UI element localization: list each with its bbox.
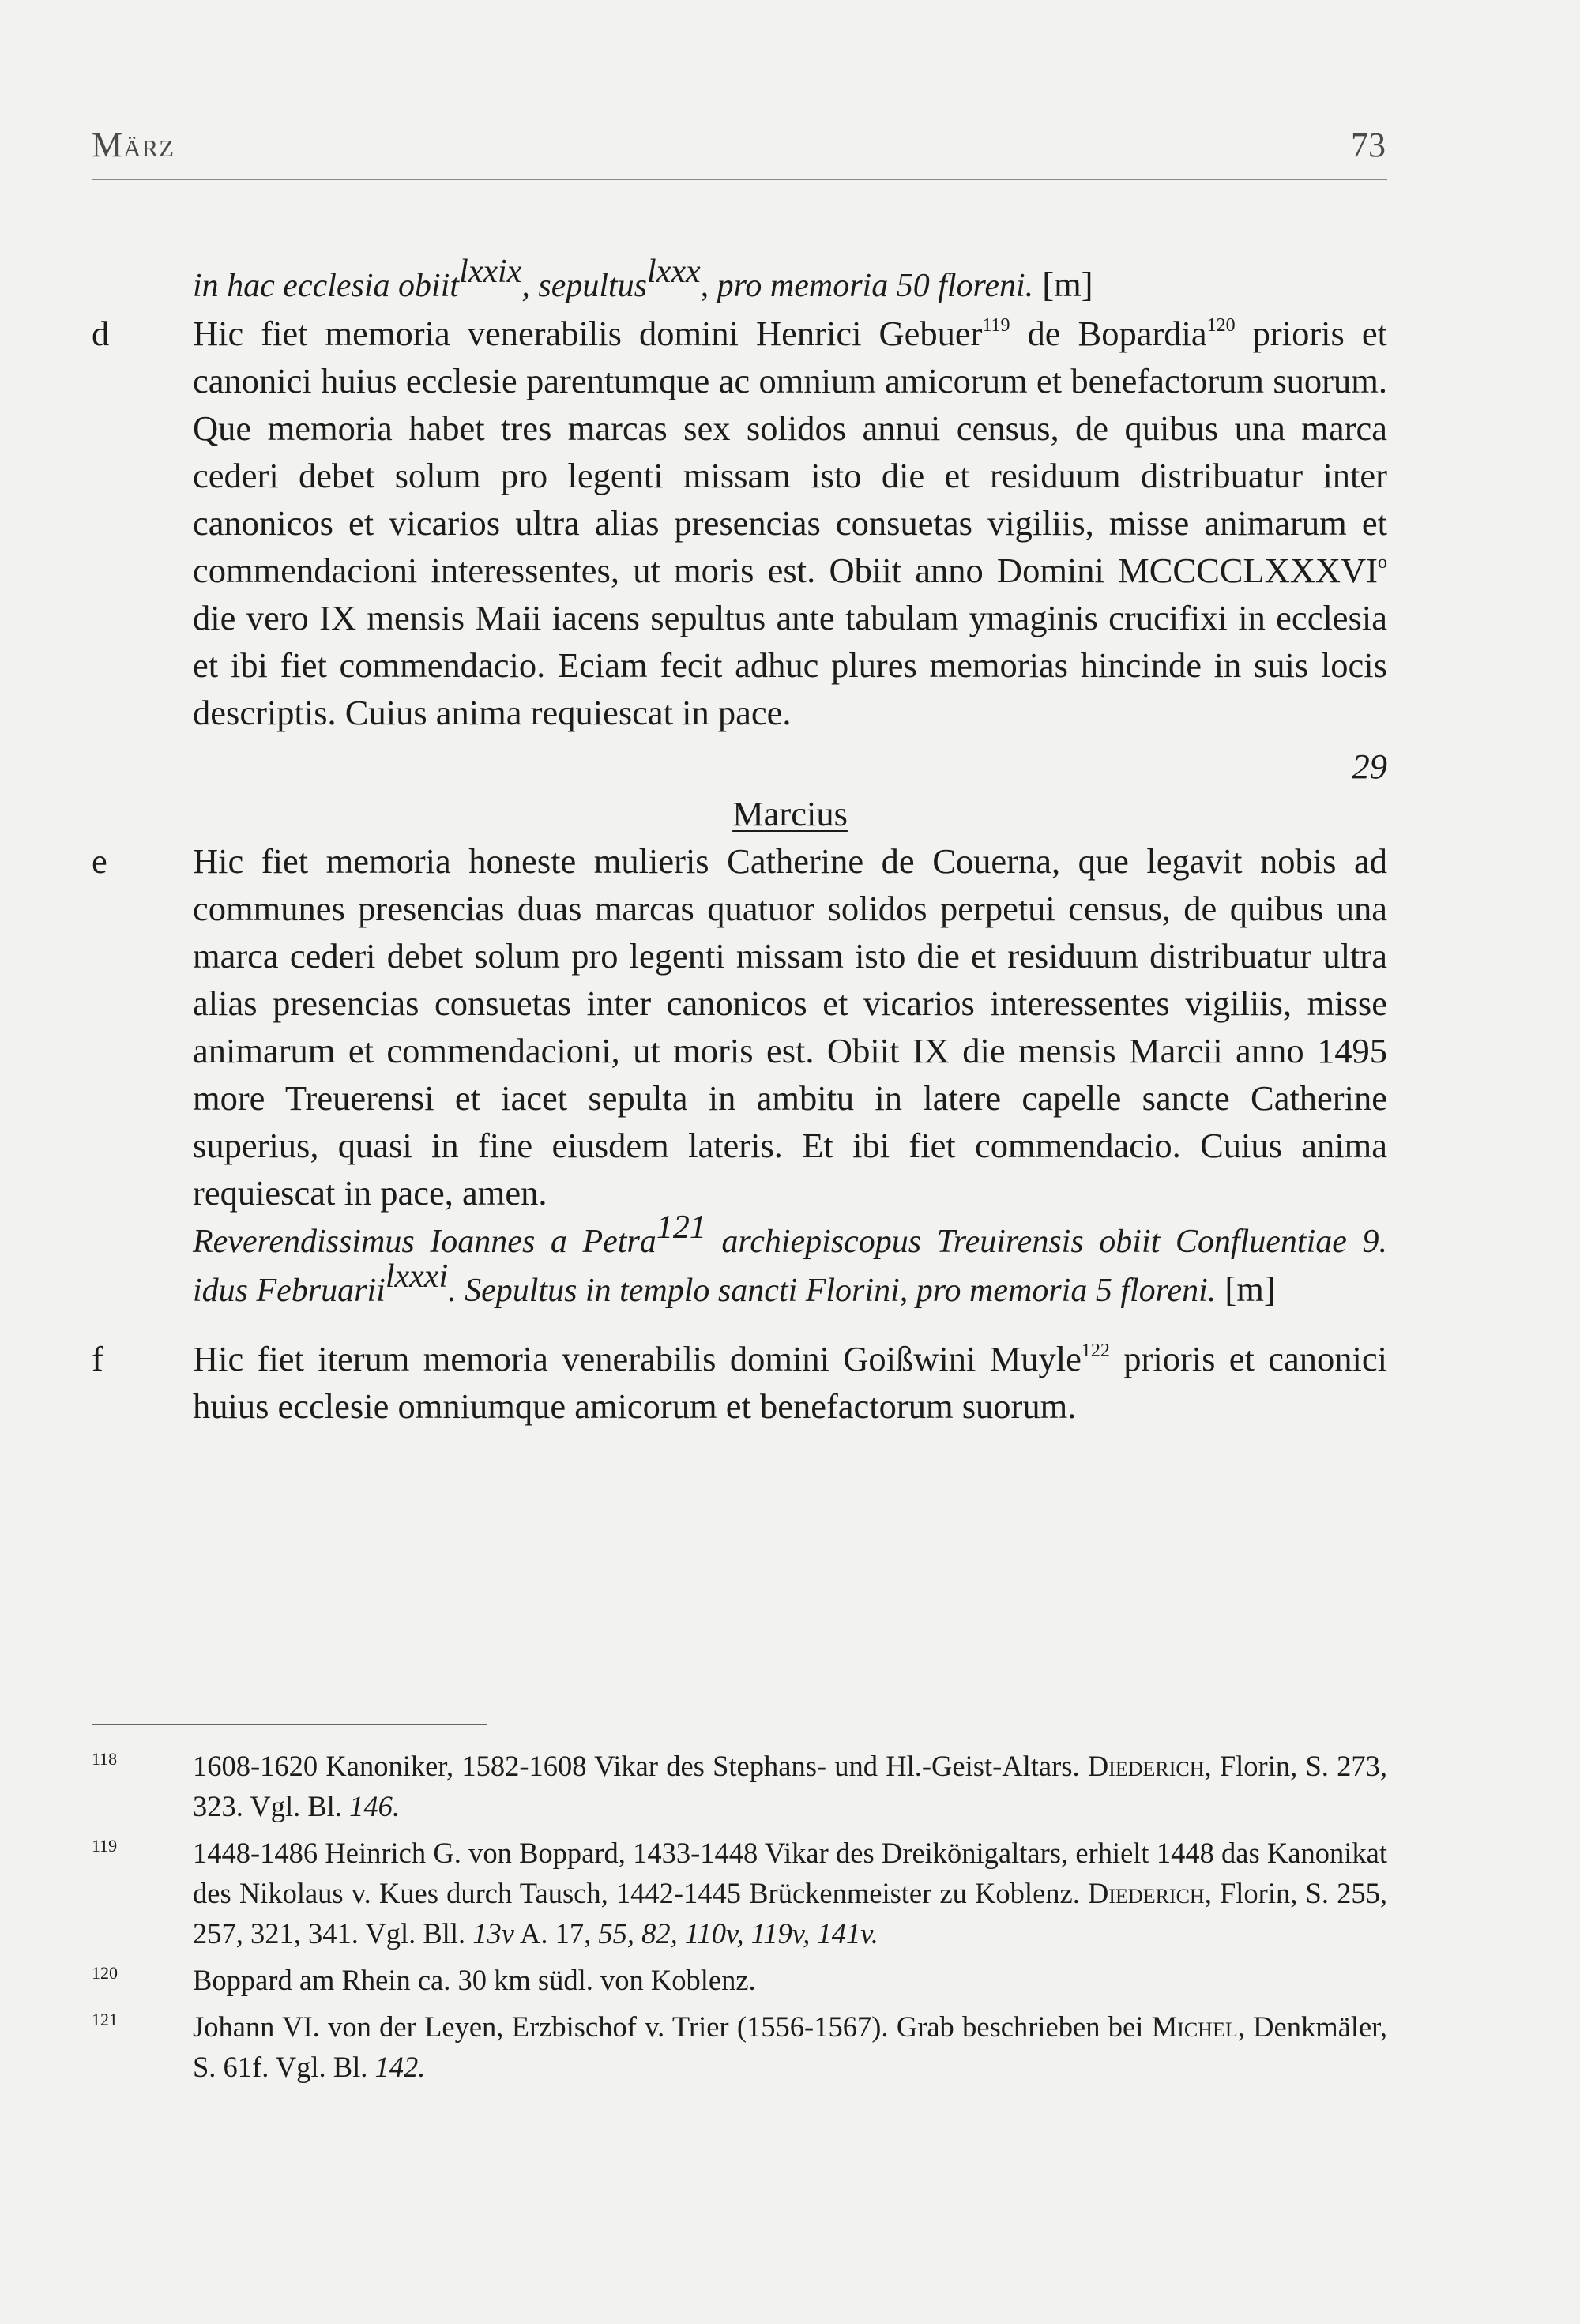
page-number: 73 xyxy=(1351,126,1386,164)
calendar-entries xyxy=(92,254,1387,1430)
dominical-letter: f xyxy=(92,1339,103,1378)
footnote-121: 121 Johann VI. von der Leyen, Erzbischof v. Trier (1556-1567). Grab beschrieben bei Michel, Denkmäler, S. 61f. Vgl. Bl. 142. xyxy=(92,2010,1387,2083)
footnotes xyxy=(92,1746,1387,2093)
entry-e: e Hic fiet memoria honeste mulieris Catherine de Couerna, que legavit nobis ad communes presencias duas marcas quatuor solidos perpetui census, de quibus una marca cederi debet solum pro legenti missam isto die et residuum distribuatur ultra alias presencias consuetas inter canonicos et vicarios interessentes vigiliis, misse animarum et commendacioni, ut moris est. Obiit IX die mensis Marcii anno 1495 more Treuerensi et iacet sepulta in ambitu in latere capelle sancte Catherine superius, quasi in fine eiusdem lateris. Et ibi fiet commendacio. Cuius anima requiescat in pace, amen. xyxy=(92,837,1387,1217)
footnote-119: 119 1448-1486 Heinrich G. von Boppard, 1433-1448 Vikar des Dreikönigaltars, erhielt 1448 das Kanonikat des Nikolaus v. Kues durch Tausch, 1442-1445 Brückenmeister zu Koblenz. Diederich, Florin, S. 255, 257, 321, 341. Vgl. Bll. 13v A. 17, 55, 82, 110v, 119v, 141v. xyxy=(92,1836,1387,1950)
memoria-marker: [m] xyxy=(1216,1269,1276,1309)
footnote-ref: 120 xyxy=(1206,315,1236,336)
footnote-rule xyxy=(92,1724,487,1725)
footnote-118: 118 1608-1620 Kanoniker, 1582-1608 Vikar des Stephans- und Hl.-Geist-Altars. Diederich, Florin, S. 273, 323. Vgl. Bl. 146. xyxy=(92,1749,1387,1822)
entry-later-addition: Reverendissimus Ioannes a Petra$^{121}$ archiepiscopus Treuirensis obiit Confluentiae 9. idus Februarii$^{lxxxi}$. Sepultus in templo sancti Florini, pro memoria 5 floreni. [m] xyxy=(193,1209,1387,1309)
footnote-ref: 122 xyxy=(1081,1341,1110,1361)
header-rule xyxy=(92,179,1387,180)
footnote-ref: 121 xyxy=(656,1209,706,1246)
footnote-120: 120 Boppard am Rhein ca. 30 km südl. von Koblenz. xyxy=(92,1963,756,1996)
memoria-marker: [m] xyxy=(1033,265,1093,304)
footnote-number: 118 xyxy=(92,1749,118,1769)
footnote-ref: 119 xyxy=(982,315,1010,336)
dominical-letter: d xyxy=(92,314,110,353)
month-heading: Marcius xyxy=(732,794,848,833)
footnote-number: 119 xyxy=(92,1836,118,1856)
dominical-letter: e xyxy=(92,841,107,881)
entry-continuation: in hac ecclesia obiit$^{lxxix}$, sepultus$^{lxxx}$, pro memoria 50 floreni. [m] xyxy=(193,254,1093,304)
footnote-number: 120 xyxy=(92,1963,118,1983)
day-number: 29 xyxy=(1352,746,1387,786)
running-header-title: März xyxy=(92,126,175,164)
footnote-number: 121 xyxy=(92,2010,118,2029)
entry-f: f Hic fiet iterum memoria venerabilis domini Goißwini Muyle$^{122}$ prioris et canonici huius ecclesie omniumque amicorum et benefactorum suorum. xyxy=(92,1335,1387,1430)
entry-d: d Hic fiet memoria venerabilis domini Henrici Gebuer$^{119}$ de Bopardia$^{120}$ prioris et canonici huius ecclesie parentumque ac omnium amicorum et benefactorum suorum. Que memoria habet tres marcas sex solidos annui census, de quibus una marca cederi debet solum pro legenti missam isto die et residuum distribuatur inter canonicos et vicarios ultra alias presencias consuetas vigiliis, misse animarum et commendacioni interessentes, ut moris est. Obiit anno Domini MCCCCLXXXVI$^o$ die vero IX mensis Maii iacens sepultus ante tabulam ymaginis crucifixi in ecclesia et ibi fiet commendacio. Eciam fecit adhuc plures memorias hincinde in suis locis descriptis. Cuius anima requiescat in pace. xyxy=(92,310,1387,736)
